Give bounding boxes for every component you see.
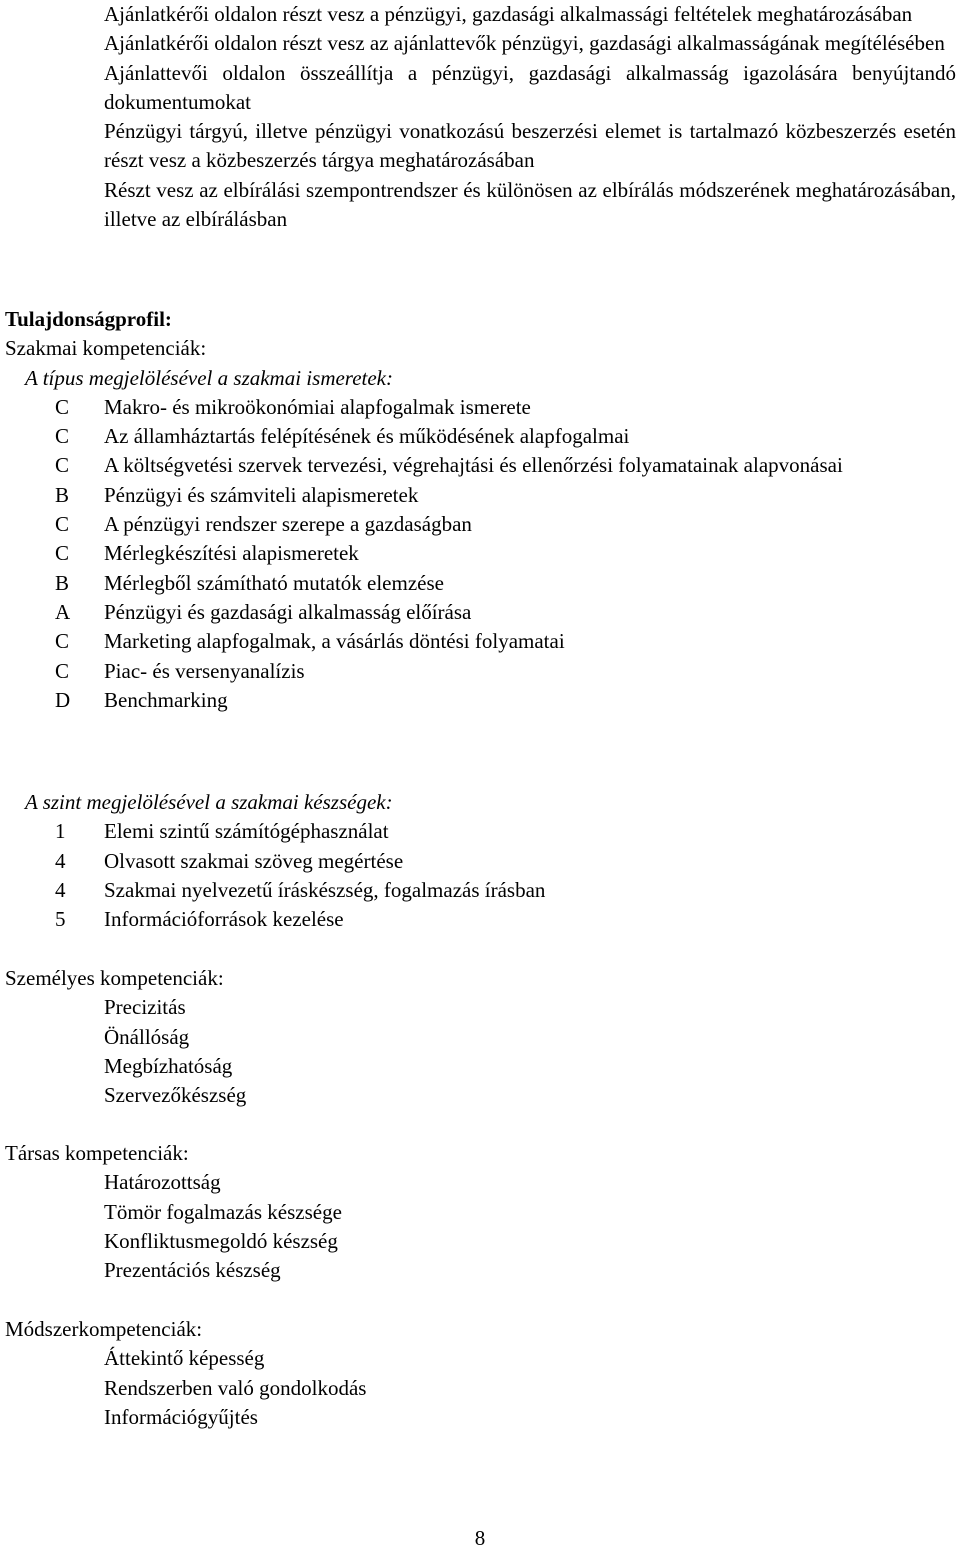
skill-level: 4 xyxy=(55,848,66,873)
duty-item: Ajánlattevői oldalon összeállítja a pénzügyi, gazdasági alkalmasság igazolására benyújtandó dokumentumokat xyxy=(104,60,956,114)
skill-text: Információforrások kezelése xyxy=(104,907,344,932)
personal-item: Precizitás xyxy=(104,995,186,1020)
knowledge-item xyxy=(5,627,945,656)
knowledge-item xyxy=(5,481,945,510)
profile-section xyxy=(5,305,945,715)
social-item: Tömör fogalmazás készsége xyxy=(104,1199,342,1224)
knowledge-text: Pénzügyi és számviteli alapismeretek xyxy=(104,482,419,507)
method-heading: Módszerkompetenciák: xyxy=(5,1317,203,1341)
method-item: Áttekintő képesség xyxy=(104,1346,265,1371)
social-item: Konfliktusmegoldó készség xyxy=(104,1228,338,1253)
skill-item xyxy=(5,847,945,876)
social-item: Prezentációs készség xyxy=(104,1258,281,1283)
knowledge-text: A pénzügyi rendszer szerepe a gazdaságban xyxy=(104,512,472,537)
duty-item: Ajánlatkérői oldalon részt vesz az ajánlattevők pénzügyi, gazdasági alkalmasságának megítélésében xyxy=(104,31,945,56)
skill-item xyxy=(5,876,945,905)
personal-item: Önállóság xyxy=(104,1024,190,1049)
personal-item: Szervezőkészség xyxy=(104,1083,247,1108)
knowledge-text: Benchmarking xyxy=(104,687,228,712)
skill-text: Szakmai nyelvezetű íráskészség, fogalmazás írásban xyxy=(104,877,546,902)
knowledge-item xyxy=(5,451,945,480)
page-number: 8 xyxy=(474,1526,486,1550)
social-section xyxy=(5,1139,945,1285)
knowledge-text: Makro- és mikroökonómiai alapfogalmak ismerete xyxy=(104,394,531,419)
knowledge-item xyxy=(5,510,945,539)
skills-section xyxy=(5,788,945,934)
social-item: Határozottság xyxy=(104,1170,221,1195)
skill-level: 1 xyxy=(55,819,66,844)
duty-item: Részt vesz az elbírálási szempontrendszer és különösen az elbírálás módszerének meghatározásában, illetve az elbírálásban xyxy=(104,177,956,232)
knowledge-item xyxy=(5,657,945,686)
knowledge-text: Pénzügyi és gazdasági alkalmasság előírása xyxy=(104,599,472,624)
skills-heading: A szint megjelölésével a szakmai készségek: xyxy=(25,790,393,814)
method-item: Rendszerben való gondolkodás xyxy=(104,1375,367,1400)
method-section xyxy=(5,1315,945,1432)
knowledge-code: C xyxy=(55,512,70,537)
knowledge-code: C xyxy=(55,424,70,449)
knowledge-item xyxy=(5,539,945,568)
knowledge-text: Marketing alapfogalmak, a vásárlás döntési folyamatai xyxy=(104,629,565,654)
knowledge-text: A költségvetési szervek tervezési, végrehajtási és ellenőrzési folyamatainak alapvonásai xyxy=(104,453,843,478)
duty-item: Ajánlatkérői oldalon részt vesz a pénzügyi, gazdasági alkalmassági feltételek meghatározásában xyxy=(104,2,913,26)
skill-item xyxy=(5,905,945,934)
knowledge-list xyxy=(5,393,945,715)
knowledge-code: B xyxy=(55,482,70,507)
skills-list xyxy=(5,817,945,934)
professional-heading: Szakmai kompetenciák: xyxy=(5,336,207,361)
knowledge-item xyxy=(5,393,945,422)
knowledge-code: C xyxy=(55,658,70,683)
personal-section xyxy=(5,964,945,1110)
skill-level: 4 xyxy=(55,877,66,902)
knowledge-code: B xyxy=(55,570,70,595)
knowledge-heading: A típus megjelölésével a szakmai ismeretek: xyxy=(25,365,393,390)
knowledge-text: Mérlegkészítési alapismeretek xyxy=(104,541,359,566)
knowledge-code: C xyxy=(55,629,70,654)
method-item: Információgyűjtés xyxy=(104,1404,258,1429)
knowledge-text: Az államháztartás felépítésének és működésének alapfogalmai xyxy=(104,424,630,449)
personal-item: Megbízhatóság xyxy=(104,1053,233,1078)
knowledge-code: C xyxy=(55,541,70,566)
skill-item xyxy=(5,817,945,846)
knowledge-code: C xyxy=(55,394,70,419)
knowledge-item xyxy=(5,686,945,715)
personal-heading: Személyes kompetenciák: xyxy=(5,966,224,990)
knowledge-code: C xyxy=(55,453,70,478)
knowledge-item xyxy=(5,598,945,627)
social-heading: Társas kompetenciák: xyxy=(5,1141,189,1165)
knowledge-code: D xyxy=(55,687,71,712)
knowledge-item xyxy=(5,569,945,598)
skill-text: Olvasott szakmai szöveg megértése xyxy=(104,848,404,873)
knowledge-text: Mérlegből számítható mutatók elemzése xyxy=(104,570,444,595)
knowledge-item xyxy=(5,422,945,451)
skill-text: Elemi szintű számítógéphasználat xyxy=(104,819,389,844)
duty-list xyxy=(104,0,956,234)
knowledge-code: A xyxy=(55,599,71,624)
profile-title: Tulajdonságprofil: xyxy=(5,307,172,331)
duty-item: Pénzügyi tárgyú, illetve pénzügyi vonatkozású beszerzési elemet is tartalmazó közbeszerzés esetén részt vesz a közbeszerzés tárgya meghatározásában xyxy=(104,119,956,173)
knowledge-text: Piac- és versenyanalízis xyxy=(104,658,305,683)
skill-level: 5 xyxy=(55,907,66,932)
